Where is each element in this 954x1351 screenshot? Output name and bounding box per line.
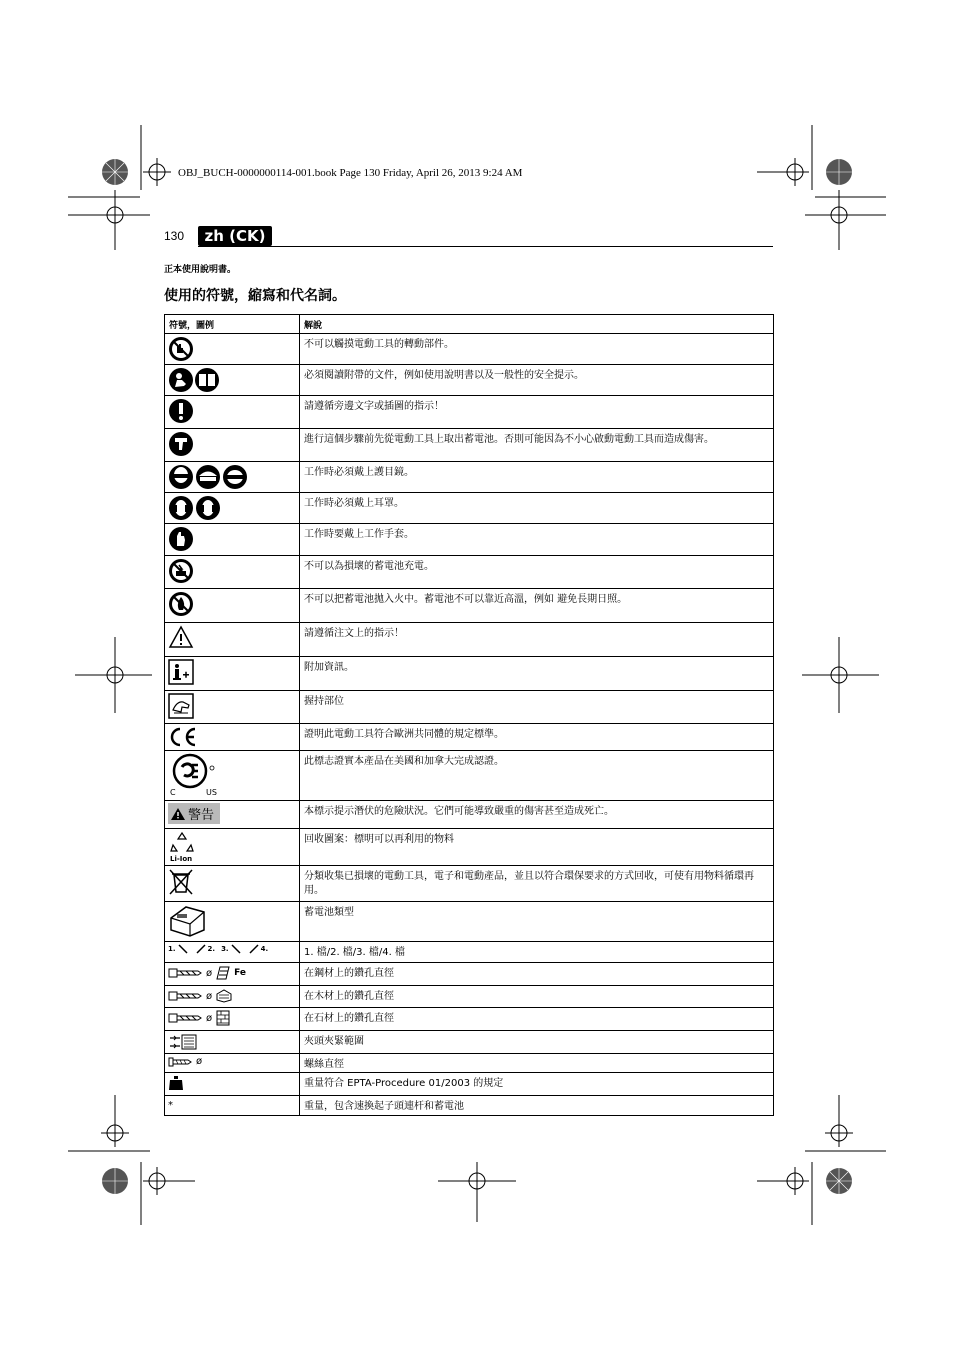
screw-diameter-icon	[168, 1057, 192, 1067]
ear-protection-icon	[168, 495, 222, 521]
table-row	[165, 429, 774, 462]
crossed-bin-icon	[168, 868, 194, 896]
table-row	[165, 691, 774, 724]
row-text: 在石材上的鑽孔直徑	[300, 1008, 774, 1031]
gear-levels-icon	[178, 944, 188, 954]
col-explanation-header: 解說	[300, 315, 774, 334]
row-text: 工作時必須戴上護目鏡。	[300, 462, 774, 493]
row-text: 進行這個步驟前先從電動工具上取出蓄電池。否則可能因為不小心啟動電動工具而造成傷害。	[300, 429, 774, 462]
table-row	[165, 1073, 774, 1096]
row-text: 1. 檔/2. 檔/3. 檔/4. 檔	[300, 942, 774, 963]
csa-label-c: C	[170, 788, 176, 797]
remove-battery-icon	[168, 431, 194, 457]
book-info-line: OBJ_BUCH-0000000114-001.book Page 130 Friday, April 26, 2013 9:24 AM	[178, 167, 523, 179]
warning-badge-icon	[171, 808, 185, 820]
page-number: 130	[164, 229, 185, 243]
table-row	[165, 1054, 774, 1073]
battery-type-icon	[168, 904, 208, 938]
row-text: 此標志證實本產品在美國和加拿大完成認證。	[300, 751, 774, 801]
row-text: 重量，包含速換起子頭連杆和蓄電池	[300, 1096, 774, 1116]
no-touch-icon	[168, 336, 194, 362]
row-text: 不可以觸摸電動工具的轉動部件。	[300, 334, 774, 365]
row-text: 重量符合 EPTA-Procedure 01/2003 的規定	[300, 1073, 774, 1096]
row-text: 必須閱讀附帶的文件，例如使用說明書以及一般性的安全提示。	[300, 365, 774, 396]
table-row	[165, 751, 774, 801]
row-text: 附加資訊。	[300, 657, 774, 691]
table-row	[165, 942, 774, 963]
table-row	[165, 623, 774, 657]
no-charge-damaged-battery-icon	[168, 558, 194, 584]
warning-triangle-icon	[168, 625, 194, 649]
header-rule	[198, 246, 773, 247]
warning-badge-label: 警告	[188, 808, 215, 823]
row-text: 夾頭夾緊範圍	[300, 1031, 774, 1054]
csa-mark-icon	[172, 753, 216, 791]
diameter-symbol: ø	[196, 1056, 203, 1067]
table-row	[165, 589, 774, 623]
table-row	[165, 365, 774, 396]
row-text: 回收圖案：標明可以再利用的物料	[300, 829, 774, 866]
recycle-li-ion-icon	[170, 831, 194, 855]
table-row	[165, 524, 774, 556]
table-row	[165, 462, 774, 493]
table-row	[165, 829, 774, 866]
wood-material-icon	[216, 989, 232, 1003]
csa-label-us: US	[206, 788, 217, 797]
steel-material-icon	[216, 966, 230, 980]
row-text: 分類收集已損壞的電動工具，電子和電動產品，並且以符合環保要求的方式回收，可使有用物料循環再用。	[300, 866, 774, 902]
drill-masonry-icon	[168, 1010, 202, 1026]
table-row	[165, 493, 774, 524]
table-header-row	[165, 315, 774, 334]
material-fe-label: Fe	[234, 968, 247, 978]
row-text: 在木材上的鑽孔直徑	[300, 986, 774, 1008]
row-text: 本標示提示潛伏的危險狀況。它們可能導致嚴重的傷害甚至造成死亡。	[300, 801, 774, 829]
language-tab: zh (CK)	[198, 226, 272, 246]
diameter-symbol: ø	[206, 967, 213, 979]
masonry-material-icon	[216, 1010, 230, 1026]
table-row	[165, 1096, 774, 1116]
table-row	[165, 396, 774, 429]
row-text: 證明此電動工具符合歐洲共同體的規定標準。	[300, 724, 774, 751]
row-text: 握持部位	[300, 691, 774, 724]
table-row	[165, 902, 774, 942]
gear-3-label: 3.	[221, 945, 229, 953]
weight-icon	[168, 1075, 184, 1091]
gear-3-icon	[231, 944, 241, 954]
symbols-table	[164, 314, 774, 1116]
table-row	[165, 986, 774, 1008]
table-row	[165, 724, 774, 751]
row-text: 工作時必須戴上耳罩。	[300, 493, 774, 524]
gloves-icon	[168, 526, 194, 552]
section-heading: 使用的符號，縮寫和代名詞。	[164, 288, 346, 304]
info-icon	[168, 659, 194, 685]
table-row	[165, 866, 774, 902]
row-text: 請遵循旁邊文字或插圖的指示！	[300, 396, 774, 429]
diameter-symbol: ø	[206, 990, 213, 1002]
col-symbol-header: 符號，圖例	[165, 315, 300, 334]
row-text: 不可以把蓄電池拋入火中。蓄電池不可以靠近高溫，例如 避免長期日照。	[300, 589, 774, 623]
gear-2-icon	[196, 944, 206, 954]
gear-1-label: 1.	[168, 945, 176, 953]
row-text: 不可以為損壞的蓄電池充電。	[300, 556, 774, 589]
warning-badge	[168, 803, 220, 824]
no-fire-icon	[168, 591, 194, 617]
ce-mark-icon	[168, 726, 198, 748]
row-text: 蓄電池類型	[300, 902, 774, 942]
gear-4-label: 4.	[260, 945, 269, 953]
row-text: 請遵循注文上的指示！	[300, 623, 774, 657]
exclamation-icon	[168, 398, 194, 424]
li-ion-label: Li-Ion	[170, 855, 193, 863]
chuck-range-icon	[168, 1033, 200, 1051]
row-text: 螺絲直徑	[300, 1054, 774, 1073]
read-manual-icon	[168, 367, 220, 393]
asterisk-symbol: *	[168, 1100, 173, 1111]
table-row	[165, 334, 774, 365]
table-row	[165, 963, 774, 986]
row-text: 在鋼材上的鑽孔直徑	[300, 963, 774, 986]
gear-2-label: 2.	[207, 945, 216, 953]
drill-steel-icon	[168, 965, 202, 981]
table-row	[165, 1008, 774, 1031]
row-text: 工作時要戴上工作手套。	[300, 524, 774, 556]
table-row	[165, 801, 774, 829]
gear-4-icon	[249, 944, 259, 954]
diameter-symbol: ø	[206, 1012, 213, 1024]
grip-area-icon	[168, 693, 194, 719]
table-row	[165, 657, 774, 691]
subtitle: 正本使用說明書。	[164, 265, 237, 275]
drill-wood-icon	[168, 988, 202, 1004]
table-row	[165, 556, 774, 589]
eye-protection-icon	[168, 464, 248, 490]
table-row	[165, 1031, 774, 1054]
